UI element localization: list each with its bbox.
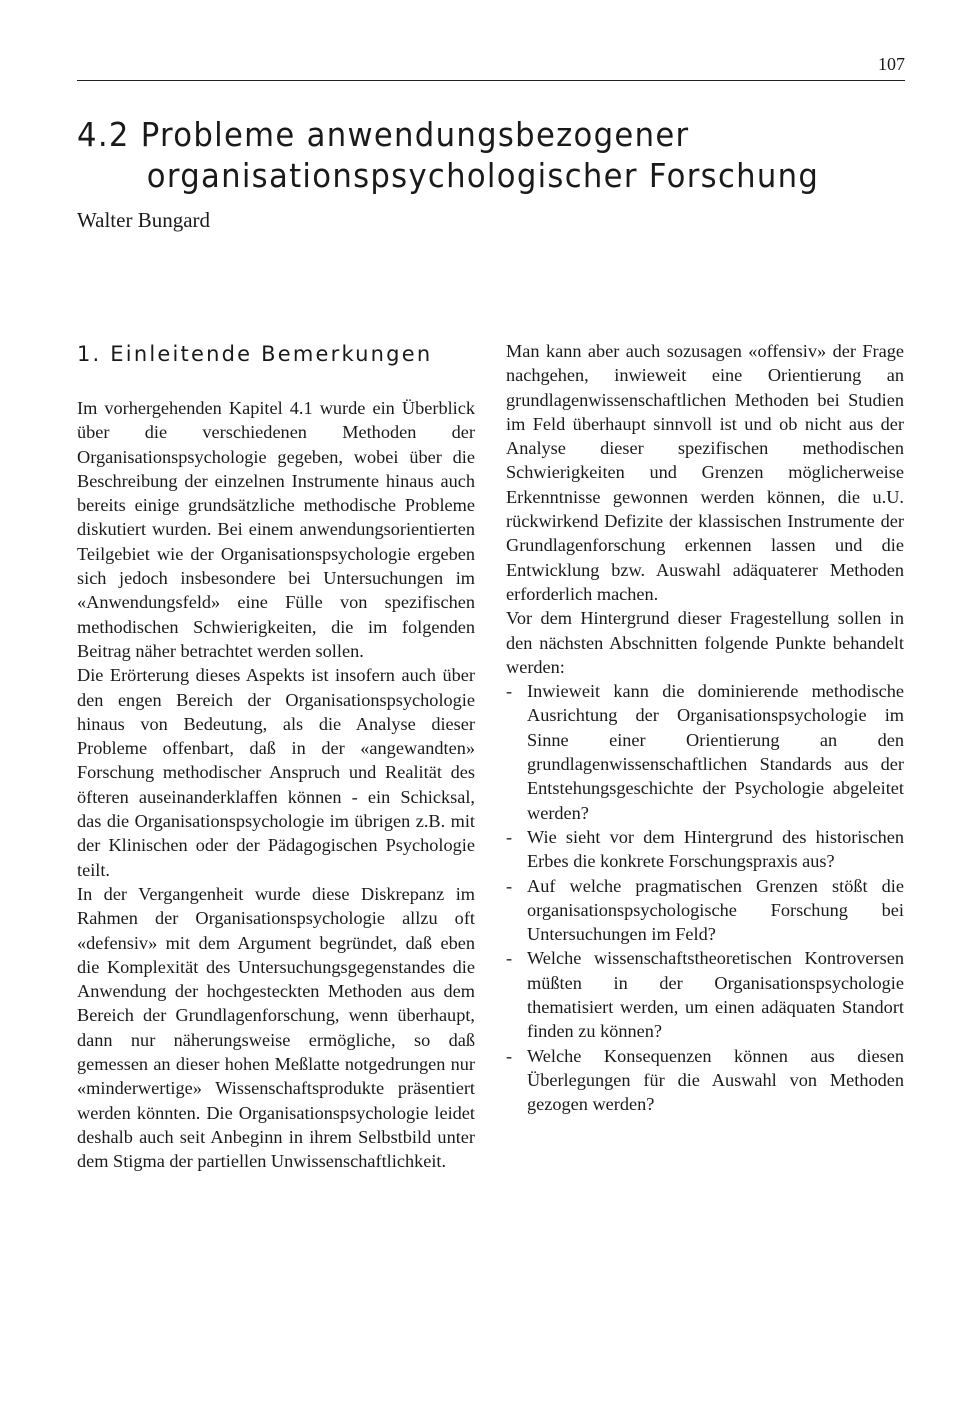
header-rule bbox=[77, 80, 905, 81]
paragraph: In der Vergangenheit wurde diese Diskrepanz im Rahmen der Organisationspsychologie allzu oft «defensiv» mit dem Argument begründet, daß eben die Komplexität des Untersuchungsgegenstandes die Anwendung der hochgesteckten Methoden aus dem Bereich der Grundlagenforschung, wenn überhaupt, dann nur näherungsweise ermögliche, so daß gemessen an dieser hohen Meßlatte notgedrungen nur «minderwertige» Wissenschaftsprodukte präsentiert werden könnten. Die Organisationspsychologie leidet deshalb auch seit Anbeginn in ihrem Selbstbild unter dem Stigma der partiellen Unwissenschaftlichkeit. bbox=[77, 883, 475, 1172]
section-heading: 1. Einleitende Bemerkungen bbox=[77, 342, 433, 366]
question-item: - Wie sieht vor dem Hintergrund des historischen Erbes die konkrete Forschungspraxis aus? bbox=[506, 825, 904, 874]
chapter-title-line-1: 4.2 Probleme anwendungsbezogener bbox=[77, 115, 690, 154]
question-item: - Welche wissenschaftstheoretischen Kontroversen müßten in der Organisationspsychologie thematisiert werden, um einen adäquaten Standort finden zu können? bbox=[506, 946, 904, 1043]
left-column bbox=[77, 340, 475, 1174]
paragraph: Die Erörterung dieses Aspekts ist insofern auch über den engen Bereich der Organisationspsychologie hinaus von Bedeutung, als die Analyse dieser Probleme offenbart, daß in der «angewandten» Forschung methodischer Anspruch und Realität des öfteren auseinanderklaffen können - ein Schicksal, das die Organisationspsychologie im übrigen z.B. mit der Klinischen oder der Pädagogischen Psychologie teilt. bbox=[77, 665, 475, 880]
question-item: - Inwieweit kann die dominierende methodische Ausrichtung der Organisationspsychologie im Sinne einer Orientierung an den grundlagenwissenschaftlichen Standards aus der Entstehungsgeschichte der Psychologie abgeleitet werden? bbox=[506, 679, 904, 825]
question-list bbox=[506, 679, 904, 1116]
question-item: - Welche Konsequenzen können aus diesen Überlegungen für die Auswahl von Methoden gezogen werden? bbox=[506, 1044, 904, 1117]
paragraph: Im vorhergehenden Kapitel 4.1 wurde ein Überblick über die verschiedenen Methoden der Organisationspsychologie gegeben, wobei über die Beschreibung der einzelnen Instrumente hinaus auch bereits einige grundsätzliche methodische Probleme diskutiert wurden. Bei einem anwendungsorientierten Teilgebiet wie der Organisationspsychologie ergeben sich jedoch insbesondere bei Untersuchungen im «Anwendungsfeld» eine Fülle von spezifischen methodischen Schwierigkeiten, die im folgenden Beitrag näher betrachtet werden sollen. bbox=[77, 398, 475, 661]
paragraph: Man kann aber auch sozusagen «offensiv» der Frage nachgehen, inwieweit eine Orientierung an grundlagenwissenschaftlichen Methoden bei Studien im Feld überhaupt sinnvoll ist und ob nicht aus der Analyse dieser spezifischen methodischen Schwierigkeiten und Grenzen möglicherweise Erkenntnisse gewonnen werden können, die u.U. rückwirkend Defizite der klassischen Instrumente der Grundlagenforschung erkennen lassen und die Entwicklung bzw. Auswahl adäquaterer Methoden erforderlich machen. bbox=[506, 341, 904, 604]
author-name: Walter Bungard bbox=[77, 208, 211, 232]
right-column bbox=[506, 339, 904, 1117]
page-number: 107 bbox=[878, 54, 905, 74]
question-item: - Auf welche pragmatischen Grenzen stößt die organisationspsychologische Forschung bei Untersuchungen im Feld? bbox=[506, 874, 904, 947]
paragraph: Vor dem Hintergrund dieser Fragestellung sollen in den nächsten Abschnitten folgende Punkte behandelt werden: bbox=[506, 608, 904, 677]
chapter-title bbox=[77, 114, 849, 196]
chapter-title-line-2: organisationspsychologischer Forschung bbox=[146, 156, 820, 195]
